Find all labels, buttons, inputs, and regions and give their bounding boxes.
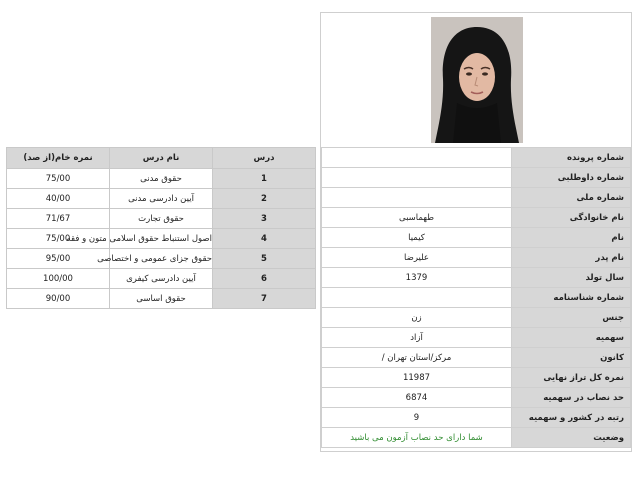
info-row-last-name bbox=[322, 208, 631, 228]
info-row-national-id bbox=[322, 188, 631, 208]
table-row bbox=[7, 169, 316, 189]
portrait-illustration bbox=[431, 17, 523, 143]
info-row-quota-threshold bbox=[322, 388, 631, 408]
info-row-applicant-number bbox=[322, 168, 631, 188]
status-message: شما دارای حد نصاب آزمون می باشید bbox=[322, 428, 512, 448]
candidate-photo bbox=[431, 17, 523, 143]
info-row-gender bbox=[322, 308, 631, 328]
table-row bbox=[7, 289, 316, 309]
lesson-number: 7 bbox=[213, 289, 316, 309]
lesson-score: 95/00 bbox=[7, 249, 110, 269]
info-row-file-number bbox=[322, 148, 631, 168]
info-label: شماره پرونده bbox=[512, 148, 631, 168]
lesson-score: 40/00 bbox=[7, 189, 110, 209]
table-row bbox=[7, 189, 316, 209]
lesson-number: 1 bbox=[213, 169, 316, 189]
info-value: / مرکز/استان تهران bbox=[322, 348, 512, 368]
info-label: نام خانوادگی bbox=[512, 208, 631, 228]
info-value: علیرضا bbox=[322, 248, 512, 268]
header-raw-score: نمره خام(از صد) bbox=[7, 148, 110, 169]
photo-frame bbox=[321, 13, 631, 147]
lesson-name: حقوق جزای عمومی و اختصاصی bbox=[110, 249, 213, 269]
info-value bbox=[322, 188, 512, 208]
lesson-score: 75/00 bbox=[7, 229, 110, 249]
table-row bbox=[7, 269, 316, 289]
table-row bbox=[7, 249, 316, 269]
header-lesson-number: درس bbox=[213, 148, 316, 169]
info-label: حد نصاب در سهمیه bbox=[512, 388, 631, 408]
header-lesson-name: نام درس bbox=[110, 148, 213, 169]
info-row-quota bbox=[322, 328, 631, 348]
info-value bbox=[322, 288, 512, 308]
info-label: شماره شناسنامه bbox=[512, 288, 631, 308]
candidate-profile-panel bbox=[320, 12, 632, 452]
info-value bbox=[322, 148, 512, 168]
info-label: نام bbox=[512, 228, 631, 248]
info-value: کیمیا bbox=[322, 228, 512, 248]
lesson-name: آیین دادرسی کیفری bbox=[110, 269, 213, 289]
info-value: آزاد bbox=[322, 328, 512, 348]
lesson-score: 100/00 bbox=[7, 269, 110, 289]
info-value: 1379 bbox=[322, 268, 512, 288]
table-row bbox=[7, 209, 316, 229]
lesson-number: 3 bbox=[213, 209, 316, 229]
info-label: رتبه در کشور و سهمیه bbox=[512, 408, 631, 428]
lesson-name: حقوق مدنی bbox=[110, 169, 213, 189]
info-label: سال تولد bbox=[512, 268, 631, 288]
info-label: کانون bbox=[512, 348, 631, 368]
lesson-number: 4 bbox=[213, 229, 316, 249]
lesson-name: اصول استنباط حقوق اسلامی متون و فقه bbox=[110, 229, 213, 249]
lesson-score: 75/00 bbox=[7, 169, 110, 189]
lesson-name: آیین دادرسی مدنی bbox=[110, 189, 213, 209]
info-row-status bbox=[322, 428, 631, 448]
info-row-rank bbox=[322, 408, 631, 428]
info-row-total-score bbox=[322, 368, 631, 388]
info-label: نمره کل تراز نهایی bbox=[512, 368, 631, 388]
info-value: طهماسبی bbox=[322, 208, 512, 228]
info-label: نام پدر bbox=[512, 248, 631, 268]
info-row-id-card-number bbox=[322, 288, 631, 308]
lesson-name: حقوق تجارت bbox=[110, 209, 213, 229]
lesson-score: 71/67 bbox=[7, 209, 110, 229]
candidate-info-table bbox=[321, 147, 631, 448]
scores-table bbox=[6, 147, 316, 309]
lesson-number: 5 bbox=[213, 249, 316, 269]
info-label: وضعیت bbox=[512, 428, 631, 448]
info-value: 11987 bbox=[322, 368, 512, 388]
info-label: شماره داوطلبی bbox=[512, 168, 631, 188]
info-row-center bbox=[322, 348, 631, 368]
info-value bbox=[322, 168, 512, 188]
lesson-number: 2 bbox=[213, 189, 316, 209]
info-value: زن bbox=[322, 308, 512, 328]
lesson-score: 90/00 bbox=[7, 289, 110, 309]
info-row-birth-year bbox=[322, 268, 631, 288]
info-label: جنس bbox=[512, 308, 631, 328]
lesson-name: حقوق اساسی bbox=[110, 289, 213, 309]
info-value: 6874 bbox=[322, 388, 512, 408]
info-value: 9 bbox=[322, 408, 512, 428]
table-row bbox=[7, 229, 316, 249]
info-label: شماره ملی bbox=[512, 188, 631, 208]
info-row-father-name bbox=[322, 248, 631, 268]
info-label: سهمیه bbox=[512, 328, 631, 348]
lesson-number: 6 bbox=[213, 269, 316, 289]
info-row-first-name bbox=[322, 228, 631, 248]
scores-header-row bbox=[7, 148, 316, 169]
